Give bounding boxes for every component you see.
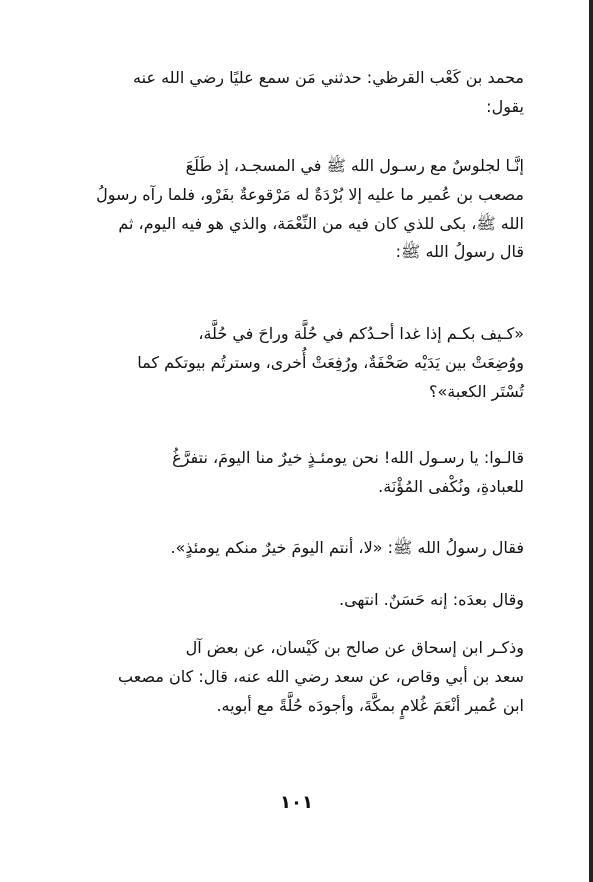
paragraph-grading	[74, 586, 524, 615]
text-line: سعد بن أبي وقاص، عن سعد رضي الله عنه، قال: كان مصعب	[118, 666, 524, 686]
paragraph-companions-reply	[74, 444, 524, 502]
text-line: فقال رسولُ الله ﷺ: «لا، أنتم اليومَ خيرٌ منكم يومئذٍ».	[170, 538, 524, 557]
paragraph-intro	[74, 64, 524, 122]
text-line: قالـوا: يا رسـول الله! نحن يومئـذٍ خيرٌ منا اليومَ، نتفرَّغُ	[172, 448, 524, 467]
text-line: وقال بعدَه: إنه حَسَنٌ. انتهى.	[339, 590, 524, 609]
text-line: الله ﷺ، بكى للذي كان فيه من النِّعْمَة، والذي هو فيه اليوم، ثم	[118, 213, 524, 233]
page-number: ١٠١	[280, 792, 313, 813]
text-line: للعبادةِ، ونُكْفى المُؤْنَة.	[378, 476, 524, 496]
text-line: تُسْتَر الكعبة»؟	[428, 381, 524, 401]
paragraph-ibn-ishaq	[74, 634, 524, 720]
text-line: «كـيف بكـم إذا غدا أحـدُكم في حُلَّة وراحَ في حُلَّة،	[198, 324, 524, 343]
page-edge-shadow	[589, 0, 593, 882]
paragraph-prophet-reply	[74, 534, 524, 563]
text-line: يقول:	[486, 96, 524, 116]
text-line: محمد بن كَعْب القرظي: حدثني مَن سمع عليًا رضي الله عنه	[133, 68, 524, 87]
text-line: مصعب بن عُمير ما عليه إلا بُرْدَةٌ له مَرْقوعةٌ بفَرْو، فلما رآه رسولُ	[96, 184, 524, 204]
text-line: وذكـر ابن إسحاق عن صالح بن كَيْسان، عن بعض آل	[185, 638, 524, 657]
paragraph-hadith-quote	[74, 320, 524, 406]
paragraph-narration	[74, 152, 524, 267]
text-line: إنَّـا لجلوسٌ مع رسـول الله ﷺ في المسجـد، إذ طَلَعَ	[185, 156, 524, 175]
text-line: ووُضِعَتْ بين يَدَيْه صَحْفَةٌ، ورُفِعَتْ أُخرى، وسترتُم بيوتكم كما	[137, 352, 524, 372]
text-line: قال رسولُ الله ﷺ:	[395, 242, 524, 262]
text-line: ابن عُمير أنْعَمَ غُلامٍ بمكَّةَ، وأجودَه حُلَّةً مع أبويه.	[216, 695, 524, 715]
